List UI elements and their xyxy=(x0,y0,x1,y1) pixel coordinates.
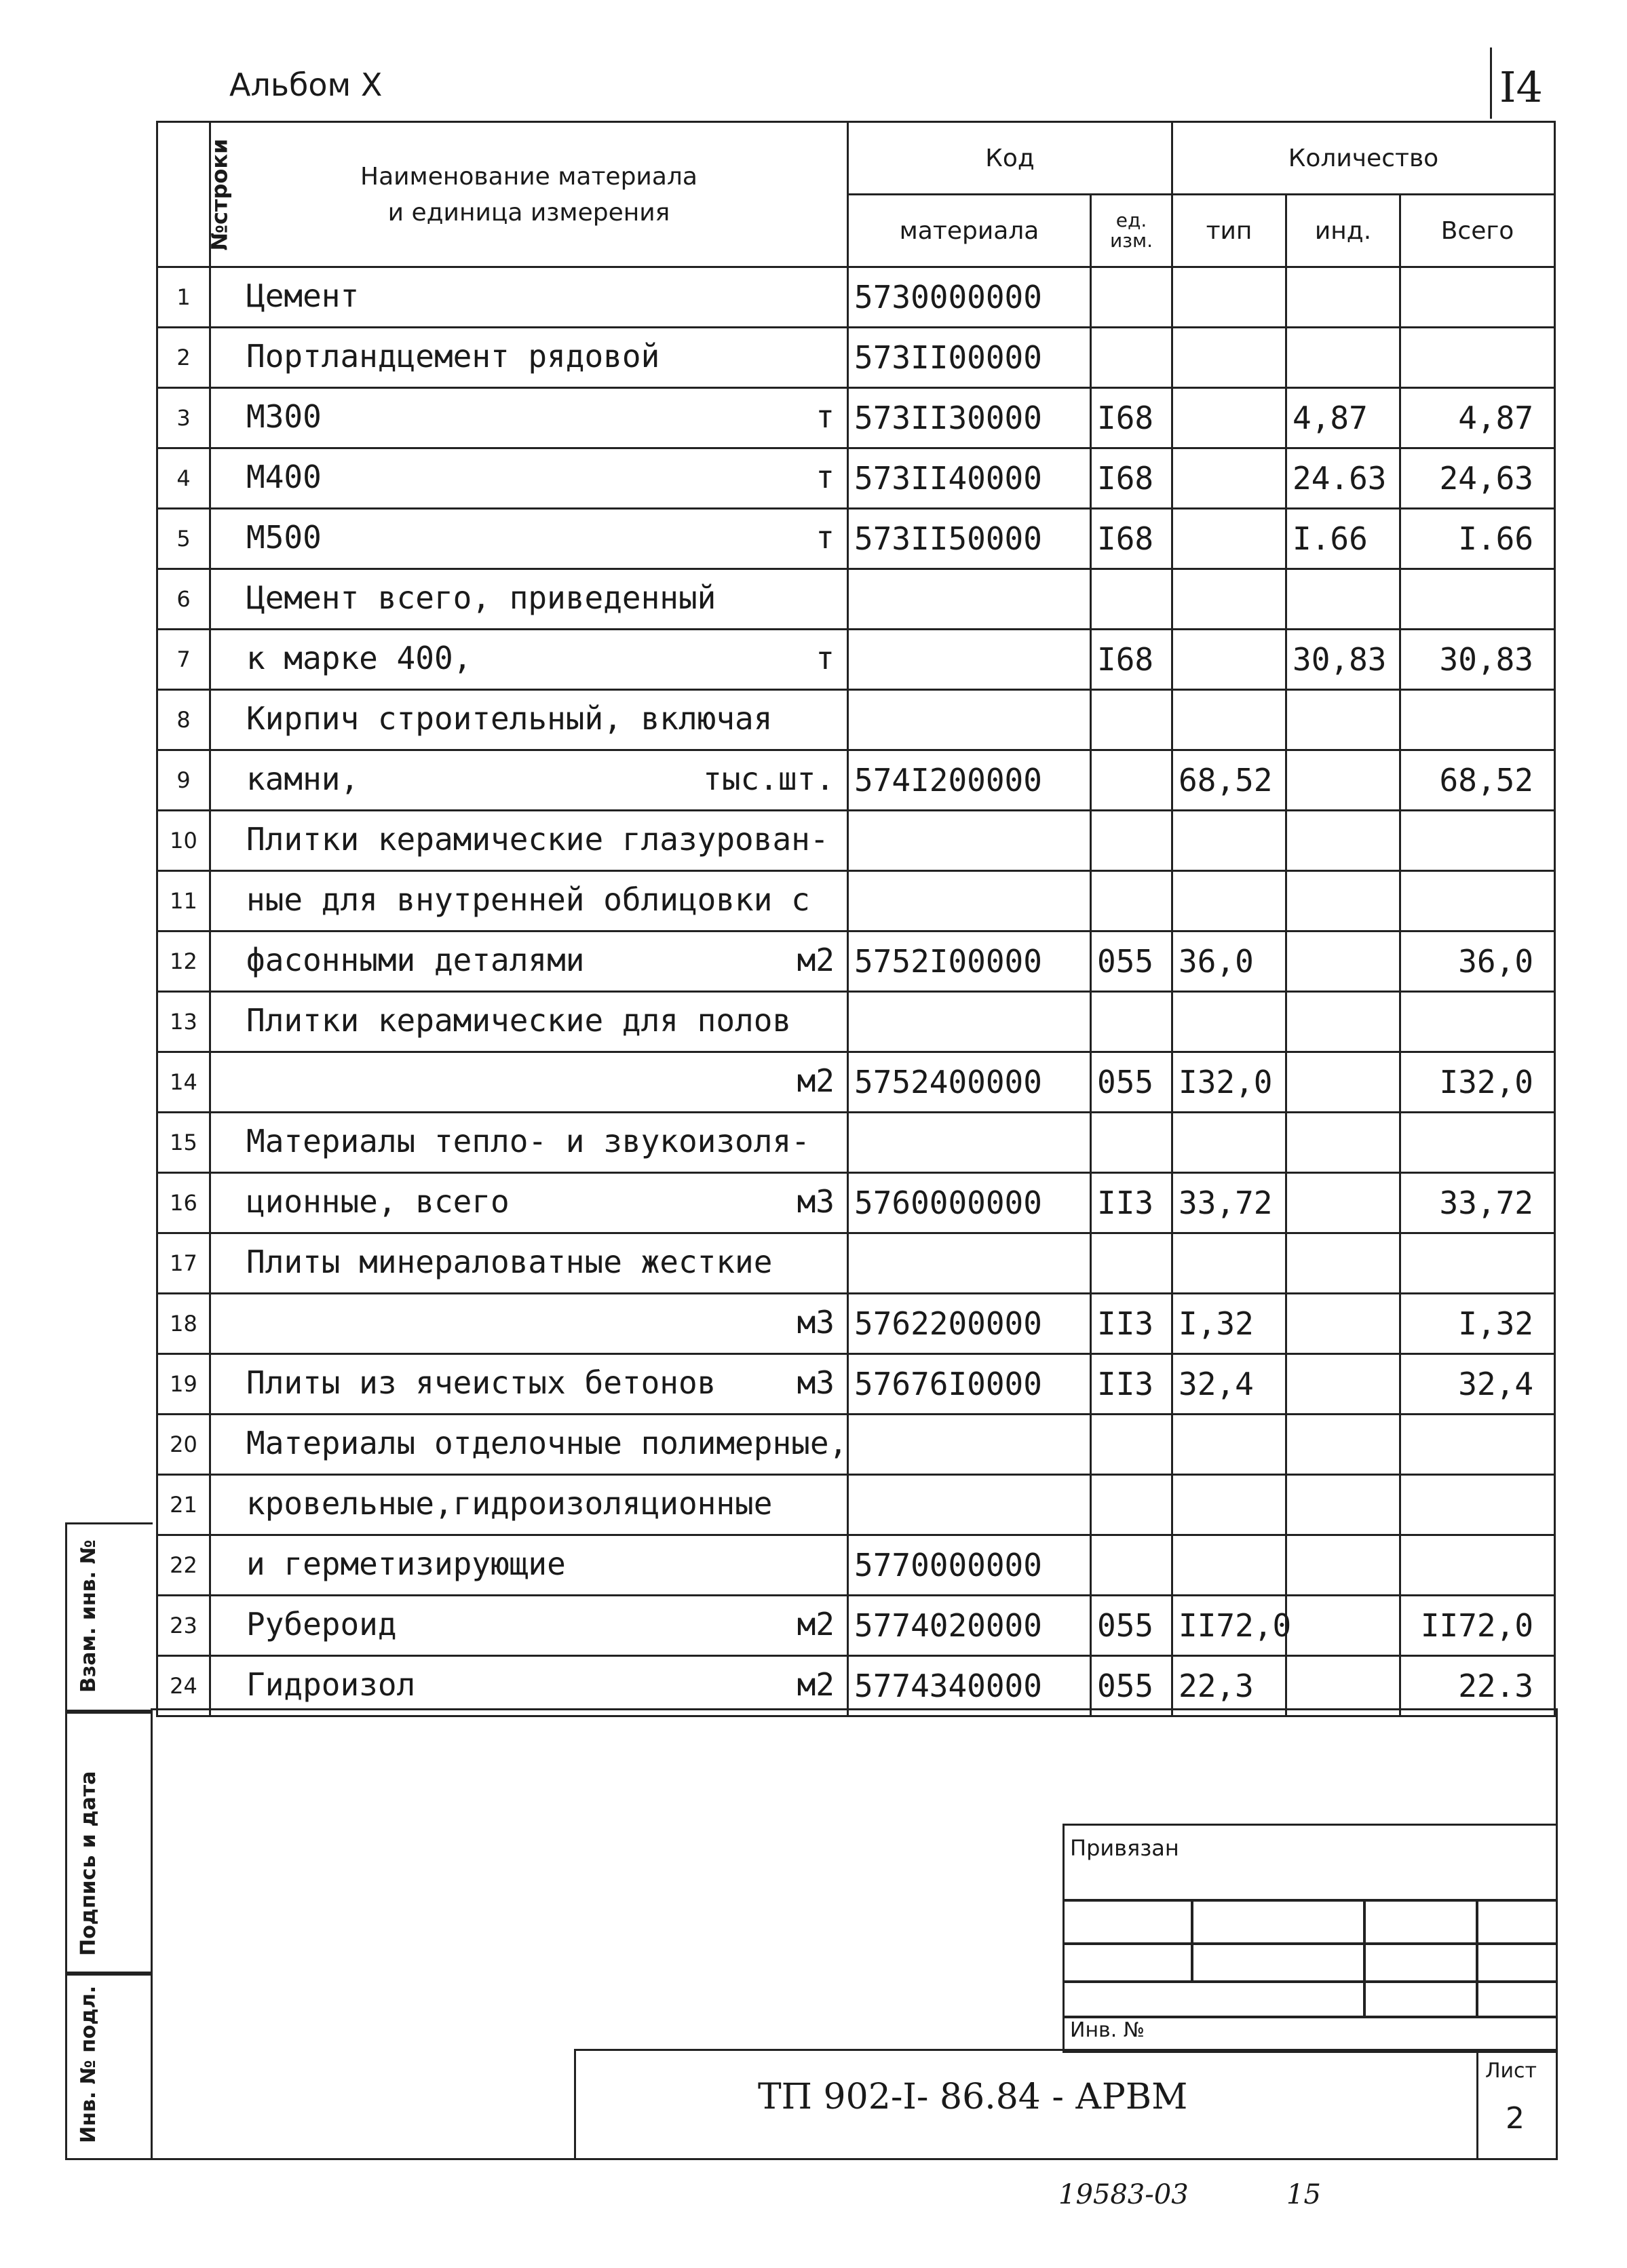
quantity-typ xyxy=(1172,388,1286,448)
col-row-no-label: №строки xyxy=(206,138,233,251)
quantity-typ: 36,0 xyxy=(1172,931,1286,992)
quantity-total xyxy=(1400,328,1555,388)
quantity-total: 33,72 xyxy=(1400,1173,1555,1233)
table-row xyxy=(157,328,1555,388)
material-name: камни, xyxy=(246,761,360,797)
material-name: кровельные,гидроизоляционные xyxy=(246,1485,773,1522)
col-code-material: материала xyxy=(848,195,1091,267)
sheet-label: Лист xyxy=(1485,2059,1537,2083)
material-name-cell xyxy=(210,1294,848,1354)
quantity-ind xyxy=(1286,1596,1400,1656)
unit-code: I68 xyxy=(1091,448,1172,509)
material-code: 573II40000 xyxy=(848,448,1091,509)
quantity-total: I32,0 xyxy=(1400,1052,1555,1113)
material-unit: м3 xyxy=(797,1304,835,1341)
material-code: 5774020000 xyxy=(848,1596,1091,1656)
unit-code: II3 xyxy=(1091,1354,1172,1415)
quantity-total xyxy=(1400,1113,1555,1173)
material-name: Цемент xyxy=(246,277,360,314)
quantity-ind xyxy=(1286,1173,1400,1233)
quantity-total: 68,52 xyxy=(1400,750,1555,811)
quantity-total xyxy=(1400,1475,1555,1535)
side-vzam-cell xyxy=(65,1522,153,1714)
quantity-total: 36,0 xyxy=(1400,931,1555,992)
material-name: М400 xyxy=(246,459,322,495)
quantity-ind xyxy=(1286,1294,1400,1354)
materials-table xyxy=(156,121,1556,1717)
quantity-total xyxy=(1400,871,1555,931)
stamp-line-3 xyxy=(1063,1980,1556,1983)
title-block xyxy=(574,2049,1558,2160)
material-name-cell xyxy=(210,267,848,328)
quantity-ind xyxy=(1286,871,1400,931)
col-name xyxy=(210,122,848,267)
row-number: 20 xyxy=(157,1415,210,1475)
quantity-total xyxy=(1400,267,1555,328)
quantity-ind xyxy=(1286,1415,1400,1475)
quantity-ind: 30,83 xyxy=(1286,630,1400,690)
quantity-total: 24,63 xyxy=(1400,448,1555,509)
table-row xyxy=(157,871,1555,931)
stamp-line-1 xyxy=(1063,1899,1556,1902)
quantity-typ xyxy=(1172,1475,1286,1535)
unit-code xyxy=(1091,1415,1172,1475)
table-row xyxy=(157,267,1555,328)
col-name-line1: Наименование материала xyxy=(360,162,697,191)
unit-code xyxy=(1091,750,1172,811)
quantity-ind: I.66 xyxy=(1286,509,1400,569)
album-title: Альбом X xyxy=(229,66,383,103)
material-unit: м2 xyxy=(797,942,835,978)
quantity-total xyxy=(1400,811,1555,871)
material-code: 57676I0000 xyxy=(848,1354,1091,1415)
material-name: Плиты минераловатные жесткие xyxy=(246,1244,773,1280)
quantity-ind xyxy=(1286,1113,1400,1173)
row-number: 8 xyxy=(157,690,210,750)
unit-code xyxy=(1091,328,1172,388)
material-name: Кирпич строительный, включая xyxy=(246,700,773,737)
table-row xyxy=(157,1656,1555,1716)
quantity-total xyxy=(1400,1535,1555,1596)
row-number: 11 xyxy=(157,871,210,931)
material-name: Плитки керамические для полов xyxy=(246,1002,792,1039)
material-unit: т xyxy=(816,398,835,435)
material-code: 5762200000 xyxy=(848,1294,1091,1354)
unit-code: I68 xyxy=(1091,388,1172,448)
quantity-typ xyxy=(1172,690,1286,750)
table-row xyxy=(157,1535,1555,1596)
row-number: 10 xyxy=(157,811,210,871)
quantity-ind: 24.63 xyxy=(1286,448,1400,509)
material-name: Рубероид xyxy=(246,1606,397,1642)
table-row xyxy=(157,931,1555,992)
col-name-line2: и единица измерения xyxy=(387,198,670,227)
material-name: Цемент всего, приведенный xyxy=(246,579,716,616)
quantity-typ xyxy=(1172,267,1286,328)
row-number: 6 xyxy=(157,569,210,630)
material-name-cell xyxy=(210,1656,848,1716)
material-name: фасонными деталями xyxy=(246,942,585,978)
stamp-vline-2 xyxy=(1363,1899,1366,2018)
table-row xyxy=(157,1233,1555,1294)
row-number: 13 xyxy=(157,992,210,1052)
material-unit: т xyxy=(816,519,835,556)
unit-code: II3 xyxy=(1091,1173,1172,1233)
archive-number: 19583-03 xyxy=(1058,2179,1189,2210)
material-name-cell xyxy=(210,569,848,630)
material-name-cell xyxy=(210,1415,848,1475)
material-name-cell xyxy=(210,328,848,388)
material-name-cell xyxy=(210,1113,848,1173)
col-q-typ: тип xyxy=(1172,195,1286,267)
material-name: М500 xyxy=(246,519,322,556)
quantity-total: 4,87 xyxy=(1400,388,1555,448)
unit-code xyxy=(1091,569,1172,630)
row-number: 16 xyxy=(157,1173,210,1233)
material-name-cell xyxy=(210,630,848,690)
material-name: Плиты из ячеистых бетонов xyxy=(246,1364,716,1401)
quantity-typ: 33,72 xyxy=(1172,1173,1286,1233)
material-name-cell xyxy=(210,1173,848,1233)
row-number: 2 xyxy=(157,328,210,388)
material-name: Гидроизол xyxy=(246,1666,416,1703)
material-code: 5774340000 xyxy=(848,1656,1091,1716)
material-code: 574I200000 xyxy=(848,750,1091,811)
quantity-ind xyxy=(1286,328,1400,388)
stamp-privyazan: Привязан xyxy=(1070,1835,1179,1861)
material-code xyxy=(848,811,1091,871)
quantity-total: I,32 xyxy=(1400,1294,1555,1354)
unit-code: 055 xyxy=(1091,931,1172,992)
table-row xyxy=(157,1113,1555,1173)
stamp-inv-no: Инв. № xyxy=(1070,2018,1145,2042)
quantity-total: 22.3 xyxy=(1400,1656,1555,1716)
material-name: и герметизирующие xyxy=(246,1545,566,1582)
material-code xyxy=(848,871,1091,931)
material-name-cell xyxy=(210,690,848,750)
material-name-cell xyxy=(210,388,848,448)
material-unit: т xyxy=(816,459,835,495)
material-name: ционные, всего xyxy=(246,1183,510,1220)
material-name-cell xyxy=(210,992,848,1052)
row-number: 12 xyxy=(157,931,210,992)
material-code xyxy=(848,1233,1091,1294)
material-unit: м2 xyxy=(797,1666,835,1703)
unit-code xyxy=(1091,267,1172,328)
quantity-total: 32,4 xyxy=(1400,1354,1555,1415)
document-code: ТП 902-I- 86.84 - АРВМ xyxy=(758,2077,1188,2117)
table-row xyxy=(157,509,1555,569)
row-number: 5 xyxy=(157,509,210,569)
material-name: к марке 400, xyxy=(246,640,472,676)
material-unit: м3 xyxy=(797,1183,835,1220)
material-name-cell xyxy=(210,1354,848,1415)
quantity-total xyxy=(1400,569,1555,630)
quantity-typ: II72,0 xyxy=(1172,1596,1286,1656)
quantity-total: II72,0 xyxy=(1400,1596,1555,1656)
row-number: 7 xyxy=(157,630,210,690)
material-code: 5752400000 xyxy=(848,1052,1091,1113)
quantity-ind xyxy=(1286,992,1400,1052)
quantity-total: I.66 xyxy=(1400,509,1555,569)
material-name-cell xyxy=(210,1535,848,1596)
quantity-typ xyxy=(1172,630,1286,690)
row-number: 4 xyxy=(157,448,210,509)
side-inv-cell xyxy=(65,1972,153,2160)
material-name-cell xyxy=(210,811,848,871)
stamp-vline-3 xyxy=(1476,1899,1478,2018)
material-name: Материалы отделочные полимерные, xyxy=(246,1425,848,1461)
quantity-ind xyxy=(1286,1052,1400,1113)
material-name: Материалы тепло- и звукоизоля- xyxy=(246,1123,810,1159)
quantity-ind: 4,87 xyxy=(1286,388,1400,448)
row-number: 14 xyxy=(157,1052,210,1113)
table-row xyxy=(157,750,1555,811)
row-number: 17 xyxy=(157,1233,210,1294)
table-row xyxy=(157,811,1555,871)
quantity-typ xyxy=(1172,509,1286,569)
side-podpis-cell xyxy=(65,1710,153,1976)
row-number: 9 xyxy=(157,750,210,811)
material-name-cell xyxy=(210,509,848,569)
page-number: I4 xyxy=(1499,62,1543,112)
material-name-cell xyxy=(210,871,848,931)
header-row-1 xyxy=(157,122,1555,195)
material-unit: м3 xyxy=(797,1364,835,1401)
side-inv-label: Инв. № подл. xyxy=(77,1985,100,2143)
quantity-ind xyxy=(1286,1233,1400,1294)
material-name-cell xyxy=(210,931,848,992)
col-code: Код xyxy=(848,122,1172,195)
table-row xyxy=(157,992,1555,1052)
row-number: 24 xyxy=(157,1656,210,1716)
material-code: 573II50000 xyxy=(848,509,1091,569)
table-row xyxy=(157,630,1555,690)
col-code-unit: ед. изм. xyxy=(1091,195,1172,267)
quantity-ind xyxy=(1286,1656,1400,1716)
material-code: 5770000000 xyxy=(848,1535,1091,1596)
unit-code xyxy=(1091,1475,1172,1535)
col-q-total: Всего xyxy=(1400,195,1555,267)
quantity-typ: I,32 xyxy=(1172,1294,1286,1354)
material-name-cell xyxy=(210,1052,848,1113)
quantity-typ xyxy=(1172,1233,1286,1294)
col-q-ind: инд. xyxy=(1286,195,1400,267)
material-code: 573II30000 xyxy=(848,388,1091,448)
material-unit: тыс.шт. xyxy=(703,761,835,797)
side-podpis-label: Подпись и дата xyxy=(77,1771,100,1956)
material-code: 5730000000 xyxy=(848,267,1091,328)
unit-code xyxy=(1091,992,1172,1052)
quantity-total: 30,83 xyxy=(1400,630,1555,690)
material-code xyxy=(848,1415,1091,1475)
quantity-typ: 22,3 xyxy=(1172,1656,1286,1716)
table-row xyxy=(157,388,1555,448)
sheet-number: 2 xyxy=(1506,2101,1525,2136)
unit-code: I68 xyxy=(1091,630,1172,690)
material-code xyxy=(848,992,1091,1052)
unit-code xyxy=(1091,871,1172,931)
unit-code xyxy=(1091,690,1172,750)
stamp-line-2 xyxy=(1063,1942,1556,1945)
unit-code: 055 xyxy=(1091,1596,1172,1656)
material-code xyxy=(848,1113,1091,1173)
material-code: 573II00000 xyxy=(848,328,1091,388)
material-name-cell xyxy=(210,1475,848,1535)
quantity-typ xyxy=(1172,1415,1286,1475)
quantity-total xyxy=(1400,690,1555,750)
material-name-cell xyxy=(210,750,848,811)
material-code xyxy=(848,1475,1091,1535)
table-row xyxy=(157,569,1555,630)
col-row-no xyxy=(157,122,233,267)
unit-code: 055 xyxy=(1091,1656,1172,1716)
quantity-ind xyxy=(1286,1354,1400,1415)
binding-stamp xyxy=(1063,1824,1558,2053)
quantity-typ xyxy=(1172,1535,1286,1596)
stamp-vline-1 xyxy=(1191,1899,1193,1983)
quantity-typ xyxy=(1172,811,1286,871)
material-name: М300 xyxy=(246,398,322,435)
row-number: 15 xyxy=(157,1113,210,1173)
material-code: 5760000000 xyxy=(848,1173,1091,1233)
quantity-typ: I32,0 xyxy=(1172,1052,1286,1113)
row-number: 18 xyxy=(157,1294,210,1354)
table-row xyxy=(157,1052,1555,1113)
row-number: 21 xyxy=(157,1475,210,1535)
quantity-ind xyxy=(1286,750,1400,811)
material-unit: т xyxy=(816,640,835,676)
material-name: Портландцемент рядовой xyxy=(246,338,660,374)
table-row xyxy=(157,448,1555,509)
material-code xyxy=(848,569,1091,630)
quantity-typ: 32,4 xyxy=(1172,1354,1286,1415)
material-name-cell xyxy=(210,1596,848,1656)
quantity-ind xyxy=(1286,267,1400,328)
quantity-total xyxy=(1400,1233,1555,1294)
material-code xyxy=(848,690,1091,750)
quantity-ind xyxy=(1286,1535,1400,1596)
quantity-typ xyxy=(1172,1113,1286,1173)
unit-code xyxy=(1091,811,1172,871)
quantity-ind xyxy=(1286,569,1400,630)
material-unit: м2 xyxy=(797,1606,835,1642)
quantity-ind xyxy=(1286,931,1400,992)
row-number: 1 xyxy=(157,267,210,328)
quantity-typ xyxy=(1172,328,1286,388)
material-code: 5752I00000 xyxy=(848,931,1091,992)
unit-code: II3 xyxy=(1091,1294,1172,1354)
unit-code xyxy=(1091,1113,1172,1173)
quantity-total xyxy=(1400,1415,1555,1475)
table-row xyxy=(157,690,1555,750)
col-quantity: Количество xyxy=(1172,122,1555,195)
quantity-ind xyxy=(1286,690,1400,750)
row-number: 23 xyxy=(157,1596,210,1656)
sheet-cell xyxy=(1476,2051,1556,2158)
quantity-typ xyxy=(1172,569,1286,630)
unit-code xyxy=(1091,1233,1172,1294)
material-unit: м2 xyxy=(797,1062,835,1099)
row-number: 19 xyxy=(157,1354,210,1415)
table-row xyxy=(157,1294,1555,1354)
side-vzam-label: Взам. инв. № xyxy=(77,1539,100,1693)
copy-number: 15 xyxy=(1286,2179,1321,2210)
table-row xyxy=(157,1475,1555,1535)
material-name: ные для внутренней облицовки с xyxy=(246,881,810,918)
quantity-typ: 68,52 xyxy=(1172,750,1286,811)
table-row xyxy=(157,1173,1555,1233)
quantity-typ xyxy=(1172,992,1286,1052)
table-row xyxy=(157,1415,1555,1475)
material-code xyxy=(848,630,1091,690)
material-name-cell xyxy=(210,448,848,509)
table-row xyxy=(157,1354,1555,1415)
row-number: 22 xyxy=(157,1535,210,1596)
unit-code: I68 xyxy=(1091,509,1172,569)
quantity-ind xyxy=(1286,1475,1400,1535)
quantity-total xyxy=(1400,992,1555,1052)
unit-code xyxy=(1091,1535,1172,1596)
material-name: Плитки керамические глазурован- xyxy=(246,821,829,858)
material-name-cell xyxy=(210,1233,848,1294)
table-row xyxy=(157,1596,1555,1656)
quantity-typ xyxy=(1172,448,1286,509)
quantity-typ xyxy=(1172,871,1286,931)
page-number-divider xyxy=(1490,47,1492,119)
quantity-ind xyxy=(1286,811,1400,871)
unit-code: 055 xyxy=(1091,1052,1172,1113)
row-number: 3 xyxy=(157,388,210,448)
